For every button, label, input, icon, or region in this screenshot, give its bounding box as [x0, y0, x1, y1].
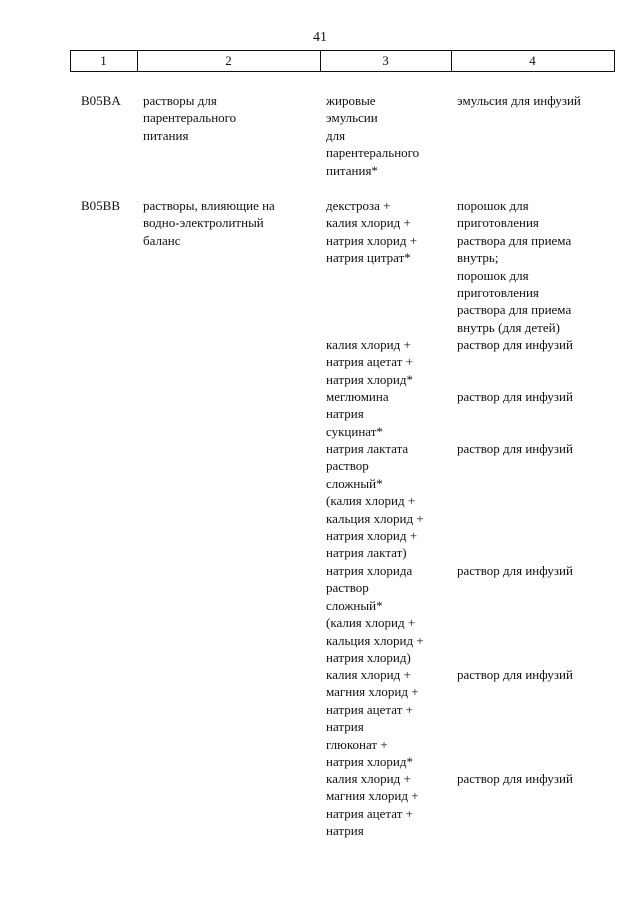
drug-name: декстроза + калия хлорид + натрия хлорид + натрия цитрат* [326, 198, 418, 266]
header-top-rule [70, 50, 615, 51]
header-col-3: 3 [382, 53, 389, 68]
dosage-form: раствор для инфузий [457, 667, 573, 682]
drug-name: калия хлорид + натрия ацетат + натрия хлорид* [326, 337, 413, 387]
atc-code: B05BA [81, 93, 121, 108]
dosage-form: раствор для инфузий [457, 441, 573, 456]
header-col-2: 2 [225, 53, 232, 68]
dosage-form: раствор для инфузий [457, 389, 573, 404]
dosage-form: эмульсия для инфузий [457, 93, 581, 108]
header-divider [614, 50, 615, 72]
drug-name: натрия лактата раствор сложный* (калия хлорид + кальция хлорид + натрия хлорид + натрия лактат) [326, 441, 424, 561]
header-bottom-rule [70, 71, 615, 72]
drug-name: калия хлорид + магния хлорид + натрия ацетат + натрия глюконат + натрия хлорид* [326, 667, 419, 770]
atc-code: B05BB [81, 198, 121, 213]
header-col-1: 1 [100, 53, 107, 68]
drug-name: калия хлорид + магния хлорид + натрия ацетат + натрия [326, 771, 419, 839]
drug-name: натрия хлорида раствор сложный* (калия хлорид + кальция хлорид + натрия хлорид) [326, 563, 424, 666]
page-number: 41 [313, 30, 327, 45]
dosage-form: раствор для инфузий [457, 771, 573, 786]
drug-name: меглюмина натрия сукцинат* [326, 389, 389, 439]
group-name: растворы, влияющие на водно-электролитный баланс [143, 198, 275, 248]
dosage-form: раствор для инфузий [457, 563, 573, 578]
table-header [70, 50, 615, 72]
dosage-form: порошок для приготовления раствора для приема внутрь; порошок для приготовления раствора для приема внутрь (для детей) [457, 198, 572, 335]
drug-name: жировые эмульсии для парентерального питания* [326, 93, 420, 178]
header-col-4: 4 [529, 53, 536, 68]
group-name: растворы для парентерального питания [143, 93, 237, 143]
dosage-form: раствор для инфузий [457, 337, 573, 352]
